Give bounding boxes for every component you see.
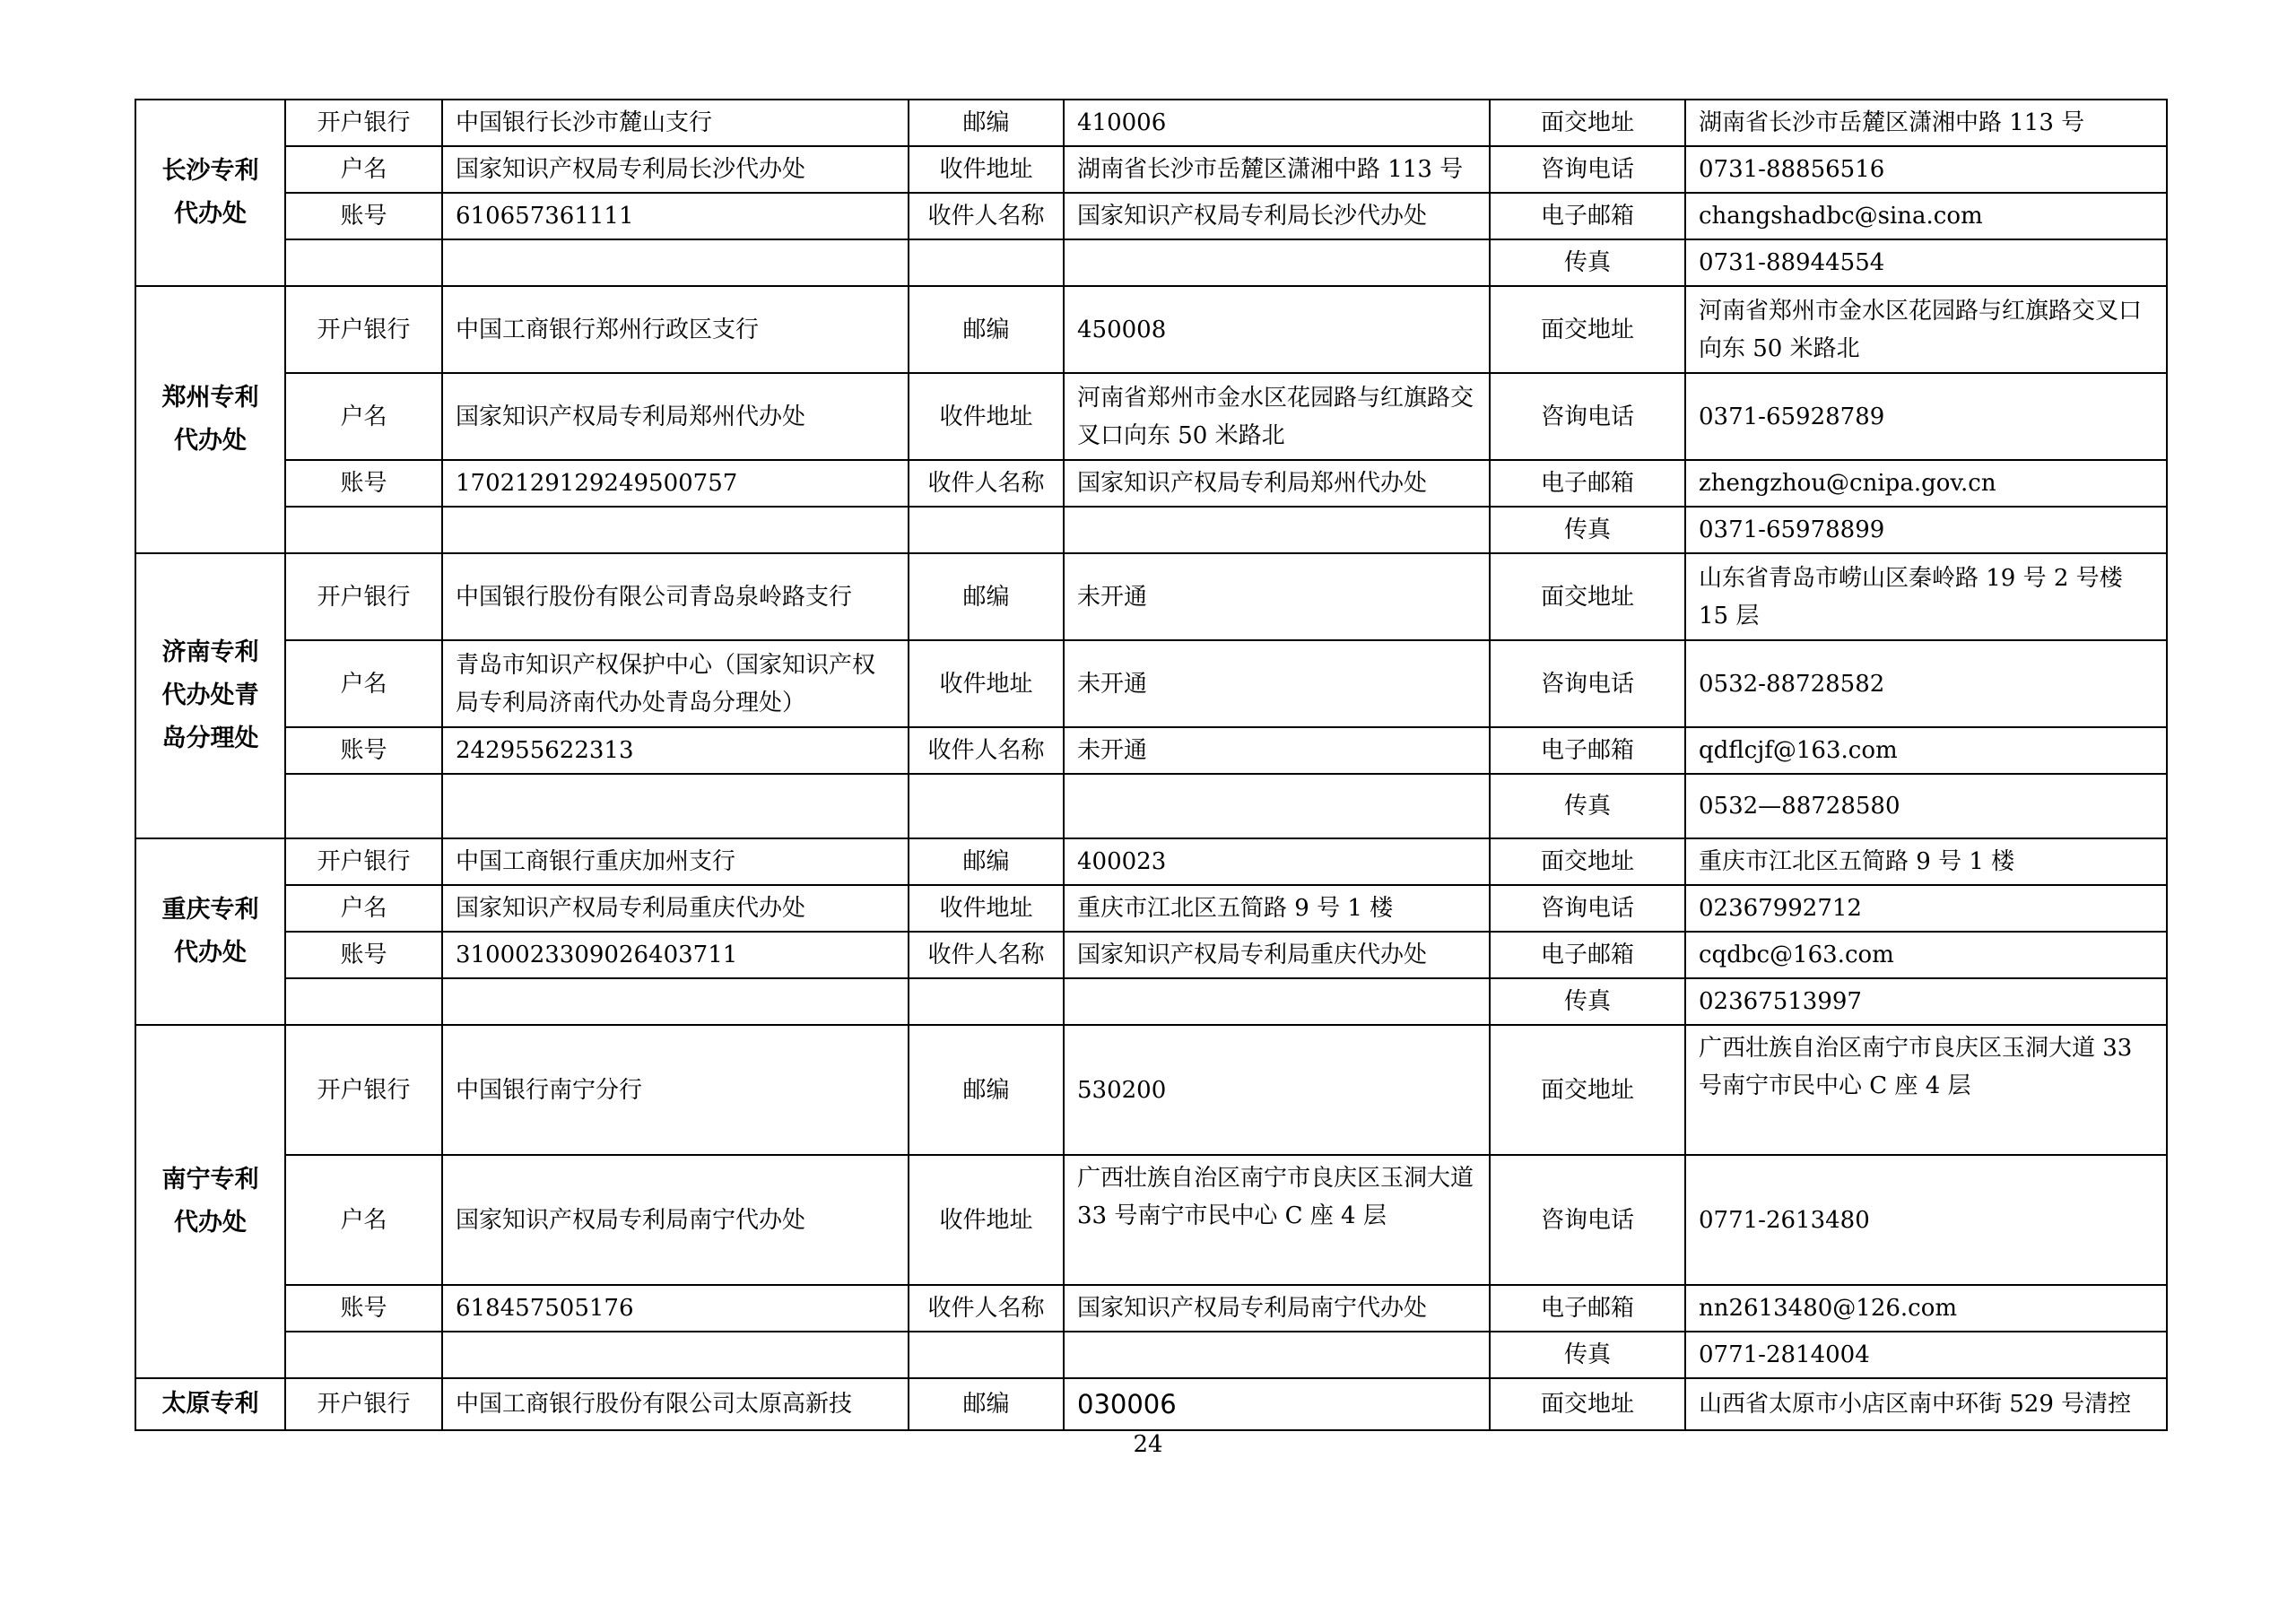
label-account-name: 户名 [285, 373, 442, 460]
email-value: cqdbc@163.com [1685, 932, 2167, 978]
label-account-no: 账号 [285, 460, 442, 507]
account-name-value: 青岛市知识产权保护中心（国家知识产权局专利局济南代办处青岛分理处） [442, 640, 909, 727]
account-name-value: 国家知识产权局专利局重庆代办处 [442, 885, 909, 932]
empty-cell [442, 978, 909, 1025]
fax-value: 0371-65978899 [1685, 507, 2167, 553]
mail-address-value: 重庆市江北区五简路 9 号 1 楼 [1064, 885, 1490, 932]
fax-value: 02367513997 [1685, 978, 2167, 1025]
label-postcode: 邮编 [909, 100, 1064, 146]
visit-address-value: 山东省青岛市崂山区秦岭路 19 号 2 号楼 15 层 [1685, 553, 2167, 640]
phone-value: 02367992712 [1685, 885, 2167, 932]
recipient-value: 国家知识产权局专利局郑州代办处 [1064, 460, 1490, 507]
account-no-value: 610657361111 [442, 193, 909, 239]
bank-value: 中国工商银行股份有限公司太原高新技 [442, 1378, 909, 1430]
postcode-value: 450008 [1064, 286, 1490, 373]
label-phone: 咨询电话 [1490, 640, 1685, 727]
recipient-value: 国家知识产权局专利局重庆代办处 [1064, 932, 1490, 978]
email-value: changshadbc@sina.com [1685, 193, 2167, 239]
account-name-value: 国家知识产权局专利局南宁代办处 [442, 1155, 909, 1285]
email-value: nn2613480@126.com [1685, 1285, 2167, 1332]
label-postcode: 邮编 [909, 838, 1064, 885]
office-name: 太原专利 [135, 1378, 285, 1430]
phone-value: 0532-88728582 [1685, 640, 2167, 727]
label-visit-address: 面交地址 [1490, 553, 1685, 640]
account-name-value: 国家知识产权局专利局长沙代办处 [442, 146, 909, 193]
label-bank: 开户银行 [285, 1378, 442, 1430]
label-mail-address: 收件地址 [909, 640, 1064, 727]
visit-address-value: 湖南省长沙市岳麓区潇湘中路 113 号 [1685, 100, 2167, 146]
label-account-no: 账号 [285, 1285, 442, 1332]
label-fax: 传真 [1490, 774, 1685, 838]
empty-cell [909, 1332, 1064, 1378]
label-account-no: 账号 [285, 193, 442, 239]
label-fax: 传真 [1490, 1332, 1685, 1378]
label-recipient: 收件人名称 [909, 460, 1064, 507]
label-mail-address: 收件地址 [909, 885, 1064, 932]
label-bank: 开户银行 [285, 1025, 442, 1155]
empty-cell [442, 774, 909, 838]
label-account-name: 户名 [285, 885, 442, 932]
label-fax: 传真 [1490, 239, 1685, 286]
empty-cell [285, 507, 442, 553]
empty-cell [909, 239, 1064, 286]
phone-value: 0731-88856516 [1685, 146, 2167, 193]
label-account-name: 户名 [285, 146, 442, 193]
label-recipient: 收件人名称 [909, 193, 1064, 239]
office-name: 重庆专利 代办处 [135, 838, 285, 1025]
bank-value: 中国银行长沙市麓山支行 [442, 100, 909, 146]
label-email: 电子邮箱 [1490, 932, 1685, 978]
recipient-value: 未开通 [1064, 727, 1490, 774]
empty-cell [1064, 774, 1490, 838]
bank-value: 中国工商银行重庆加州支行 [442, 838, 909, 885]
fax-value: 0532—88728580 [1685, 774, 2167, 838]
label-recipient: 收件人名称 [909, 932, 1064, 978]
label-account-name: 户名 [285, 640, 442, 727]
recipient-value: 国家知识产权局专利局南宁代办处 [1064, 1285, 1490, 1332]
label-mail-address: 收件地址 [909, 146, 1064, 193]
label-visit-address: 面交地址 [1490, 286, 1685, 373]
empty-cell [909, 978, 1064, 1025]
label-visit-address: 面交地址 [1490, 100, 1685, 146]
postcode-value: 030006 [1064, 1378, 1490, 1430]
office-contact-table [135, 99, 2168, 1431]
label-bank: 开户银行 [285, 286, 442, 373]
empty-cell [285, 1332, 442, 1378]
label-postcode: 邮编 [909, 553, 1064, 640]
empty-cell [285, 239, 442, 286]
visit-address-value: 河南省郑州市金水区花园路与红旗路交叉口向东 50 米路北 [1685, 286, 2167, 373]
postcode-value: 530200 [1064, 1025, 1490, 1155]
phone-value: 0371-65928789 [1685, 373, 2167, 460]
label-phone: 咨询电话 [1490, 1155, 1685, 1285]
label-mail-address: 收件地址 [909, 373, 1064, 460]
account-no-value: 242955622313 [442, 727, 909, 774]
office-name: 郑州专利 代办处 [135, 286, 285, 553]
visit-address-value: 重庆市江北区五简路 9 号 1 楼 [1685, 838, 2167, 885]
fax-value: 0771-2814004 [1685, 1332, 2167, 1378]
label-account-no: 账号 [285, 932, 442, 978]
label-recipient: 收件人名称 [909, 1285, 1064, 1332]
account-no-value: 1702129129249500757 [442, 460, 909, 507]
visit-address-value: 广西壮族自治区南宁市良庆区玉洞大道 33 号南宁市民中心 C 座 4 层 [1685, 1025, 2167, 1155]
label-phone: 咨询电话 [1490, 146, 1685, 193]
label-email: 电子邮箱 [1490, 1285, 1685, 1332]
empty-cell [1064, 507, 1490, 553]
label-fax: 传真 [1490, 978, 1685, 1025]
postcode-value: 未开通 [1064, 553, 1490, 640]
label-visit-address: 面交地址 [1490, 1378, 1685, 1430]
label-email: 电子邮箱 [1490, 193, 1685, 239]
label-email: 电子邮箱 [1490, 460, 1685, 507]
empty-cell [909, 774, 1064, 838]
mail-address-value: 广西壮族自治区南宁市良庆区玉洞大道 33 号南宁市民中心 C 座 4 层 [1064, 1155, 1490, 1285]
phone-value: 0771-2613480 [1685, 1155, 2167, 1285]
label-phone: 咨询电话 [1490, 885, 1685, 932]
account-no-value: 3100023309026403711 [442, 932, 909, 978]
label-account-name: 户名 [285, 1155, 442, 1285]
empty-cell [442, 507, 909, 553]
postcode-value: 410006 [1064, 100, 1490, 146]
label-visit-address: 面交地址 [1490, 838, 1685, 885]
office-name: 南宁专利 代办处 [135, 1025, 285, 1378]
account-no-value: 618457505176 [442, 1285, 909, 1332]
mail-address-value: 未开通 [1064, 640, 1490, 727]
label-bank: 开户银行 [285, 100, 442, 146]
label-visit-address: 面交地址 [1490, 1025, 1685, 1155]
empty-cell [1064, 1332, 1490, 1378]
label-postcode: 邮编 [909, 1378, 1064, 1430]
office-name: 济南专利 代办处青 岛分理处 [135, 553, 285, 838]
email-value: zhengzhou@cnipa.gov.cn [1685, 460, 2167, 507]
label-email: 电子邮箱 [1490, 727, 1685, 774]
label-phone: 咨询电话 [1490, 373, 1685, 460]
empty-cell [909, 507, 1064, 553]
mail-address-value: 河南省郑州市金水区花园路与红旗路交叉口向东 50 米路北 [1064, 373, 1490, 460]
office-name: 长沙专利 代办处 [135, 100, 285, 286]
fax-value: 0731-88944554 [1685, 239, 2167, 286]
recipient-value: 国家知识产权局专利局长沙代办处 [1064, 193, 1490, 239]
account-name-value: 国家知识产权局专利局郑州代办处 [442, 373, 909, 460]
empty-cell [1064, 978, 1490, 1025]
empty-cell [1064, 239, 1490, 286]
bank-value: 中国银行南宁分行 [442, 1025, 909, 1155]
label-account-no: 账号 [285, 727, 442, 774]
label-postcode: 邮编 [909, 286, 1064, 373]
empty-cell [442, 239, 909, 286]
mail-address-value: 湖南省长沙市岳麓区潇湘中路 113 号 [1064, 146, 1490, 193]
bank-value: 中国工商银行郑州行政区支行 [442, 286, 909, 373]
email-value: qdflcjf@163.com [1685, 727, 2167, 774]
postcode-value: 400023 [1064, 838, 1490, 885]
label-recipient: 收件人名称 [909, 727, 1064, 774]
bank-value: 中国银行股份有限公司青岛泉岭路支行 [442, 553, 909, 640]
page-number: 24 [1133, 1431, 1163, 1458]
visit-address-value: 山西省太原市小店区南中环街 529 号清控 [1685, 1378, 2167, 1430]
label-fax: 传真 [1490, 507, 1685, 553]
label-bank: 开户银行 [285, 553, 442, 640]
label-mail-address: 收件地址 [909, 1155, 1064, 1285]
label-postcode: 邮编 [909, 1025, 1064, 1155]
empty-cell [285, 978, 442, 1025]
empty-cell [442, 1332, 909, 1378]
empty-cell [285, 774, 442, 838]
label-bank: 开户银行 [285, 838, 442, 885]
